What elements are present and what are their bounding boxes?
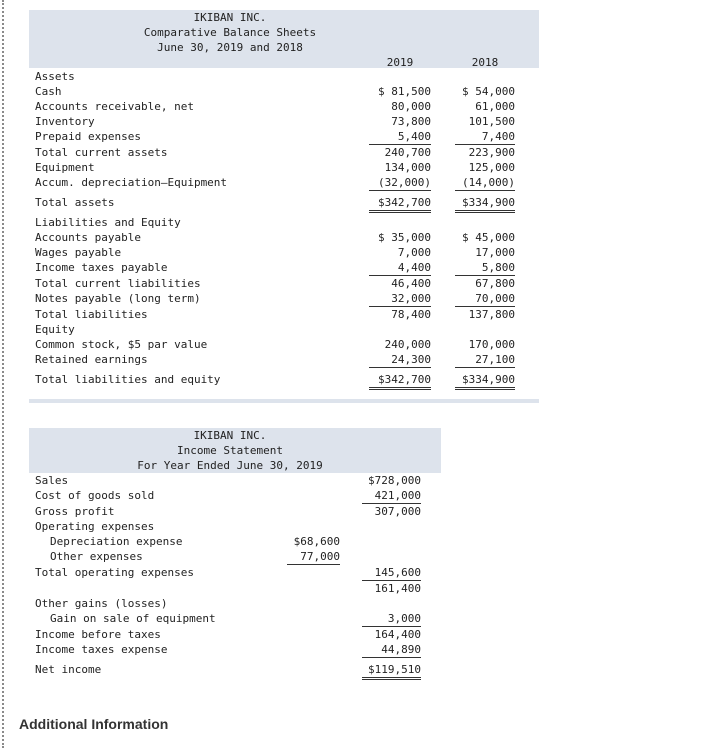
is-period: For Year Ended June 30, 2019 <box>137 459 323 472</box>
is-company: IKIBAN INC. <box>193 429 267 442</box>
left-dotted-border <box>2 0 4 748</box>
bs-date: June 30, 2019 and 2018 <box>157 41 303 54</box>
balance-sheet: IKIBAN INC. Comparative Balance Sheets June 30, 2019 and 2018 2019 2018 Assets Cash $ 81,500 $ 54,000 Accounts receivable, net 80,000 61,000 Inventory 73,800 101,500 Prepaid expenses 5,400 7,400 Total current assets 240,700 223,900 Equipment 134,000 125,000 Accum. depreciation—Equipment (32,000) (14,000) Total assets $342,700 $334,900 Liabilities and Equity Accounts payable $ 35,000 $ 45,000 Wages payable 7,000 17,000 Income taxes payable 4,400 5,800 Total current liabilities 46,400 67,800 Notes payable (long term) 32,000 70,000 Total liabilities 78,400 137,800 Equity Common stock, $5 par value 240,000 170,000 Retained earnings 24,300 27,100 Total liabilities and equity $342,700 $334,900 <box>29 10 539 406</box>
additional-information-heading: Additional Information <box>19 716 169 732</box>
income-statement-header <box>29 428 441 473</box>
bs-company: IKIBAN INC. <box>193 11 267 24</box>
bs-title: Comparative Balance Sheets <box>143 26 317 39</box>
bs-col-2018: 2018 <box>471 56 499 69</box>
balance-sheet-header <box>29 10 539 68</box>
bs-footer-bar <box>29 399 539 403</box>
bs-col-2019: 2019 <box>386 56 414 69</box>
is-title: Income Statement <box>177 444 283 457</box>
income-statement: IKIBAN INC. Income Statement For Year Ended June 30, 2019 Sales $728,000 Cost of goods sold 421,000 Gross profit 307,000 Operating expenses Depreciation expense $68,600 Other expenses 77,000 Total operating expenses 145,600 161,400 Other gains (losses) Gain on sale of equipment 3,000 Income before taxes 164,400 Income taxes expense 44,890 Net income $119,510 <box>29 428 441 688</box>
